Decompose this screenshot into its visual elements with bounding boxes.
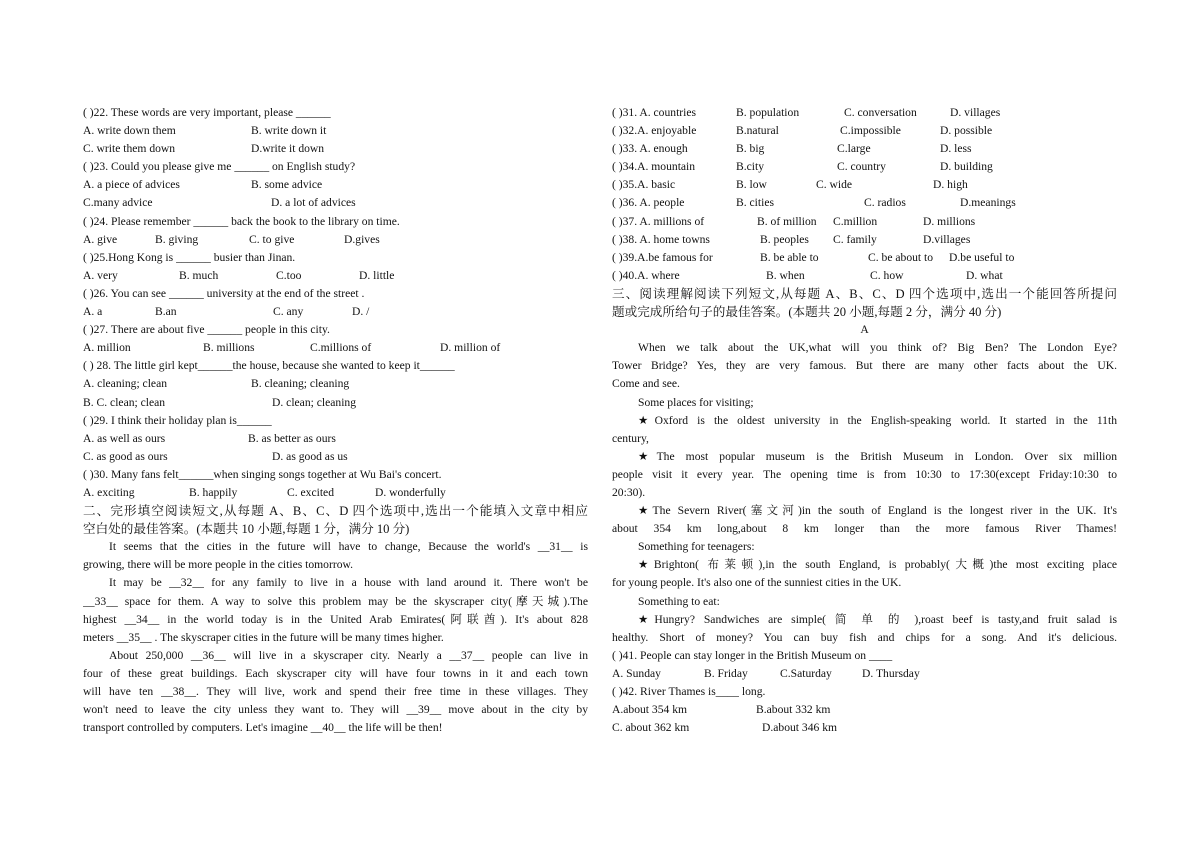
option-text: ( )37. A. millions of bbox=[612, 214, 705, 228]
option-text: B. when bbox=[766, 268, 805, 282]
option-row bbox=[83, 122, 588, 140]
option-text: ( )39.A.be famous for bbox=[612, 250, 713, 264]
option-text: B. be able to bbox=[760, 250, 819, 264]
option-row bbox=[612, 176, 1117, 194]
option-text: B. low bbox=[736, 178, 767, 192]
text-line: ( )23. Could you please give me ______ on English study? bbox=[83, 160, 356, 174]
option-text: D. millions bbox=[923, 214, 976, 228]
option-row bbox=[612, 122, 1117, 140]
text-line: It may be __32__ for any family to live in a house with land around it. There won't be bbox=[109, 576, 588, 590]
text-line: Something for teenagers: bbox=[638, 540, 755, 554]
text-line: ( )42. River Thames is____ long. bbox=[612, 685, 766, 698]
option-text: C.many advice bbox=[83, 196, 153, 210]
text-line: ★Oxford is the oldest university in the English-speaking world. It started in the 11th bbox=[638, 413, 1117, 427]
option-row bbox=[612, 140, 1117, 158]
option-text: D. a lot of advices bbox=[271, 196, 356, 210]
text-line: for young people. It's also one of the sunniest cities in the UK. bbox=[612, 576, 902, 590]
option-text: C. write them down bbox=[83, 142, 176, 156]
option-text: A. exciting bbox=[83, 485, 135, 499]
option-text: B. giving bbox=[155, 232, 199, 246]
option-text: B. cleaning; cleaning bbox=[251, 377, 350, 391]
text-line: A bbox=[860, 323, 869, 337]
option-text: ( )35.A. basic bbox=[612, 178, 676, 192]
text-line: ( ) 28. The little girl kept______the house, because she wanted to keep it______ bbox=[83, 359, 455, 373]
text-line: won't need to leave the city unless they want to. They will __39__ move about in the city by bbox=[83, 703, 588, 717]
option-row bbox=[612, 104, 1117, 122]
text-line: __33__ space for them. A way to solve this problem may be the skyscraper city(摩天城).The bbox=[83, 594, 588, 608]
option-row bbox=[612, 213, 1117, 231]
option-text: C. country bbox=[837, 160, 886, 174]
text-line: ( )26. You can see ______ university at the end of the street . bbox=[83, 286, 365, 300]
text-line: 空白处的最佳答案。(本题共 10 小题,每题 1 分，满分 10 分) bbox=[83, 522, 410, 537]
text-line: people visit it every year. The opening time is from 10:30 to 17:30(except Friday:10:30 to bbox=[612, 467, 1117, 481]
option-text: A. million bbox=[83, 341, 131, 355]
option-text: ( )36. A. people bbox=[612, 196, 685, 210]
text-line: 20:30). bbox=[612, 485, 646, 499]
option-text: D. little bbox=[359, 268, 395, 282]
text-line: Something to eat: bbox=[638, 594, 720, 608]
option-text: D.about 346 km bbox=[762, 721, 838, 735]
option-row bbox=[612, 267, 1117, 285]
option-row bbox=[83, 430, 588, 448]
text-line: 二、完形填空阅读短文,从每题 A、B、C、D 四个选项中,选出一个能填入文章中相应 bbox=[83, 504, 588, 519]
text-line: century, bbox=[612, 431, 649, 445]
option-text: A. write down them bbox=[83, 124, 176, 138]
text-line: Some places for visiting; bbox=[638, 395, 754, 409]
text-line: ★The Severn River(塞文河)in the south of England is the longest river in the UK. It's bbox=[638, 504, 1117, 518]
option-text: B. population bbox=[736, 106, 800, 119]
option-text: C. excited bbox=[287, 485, 335, 499]
option-row bbox=[83, 375, 588, 393]
option-text: D. less bbox=[940, 142, 972, 156]
text-line: ( )30. Many fans felt______when singing songs together at Wu Bai's concert. bbox=[83, 467, 442, 481]
option-text: D. possible bbox=[940, 124, 993, 138]
text-line: meters __35__ . The skyscraper cities in the future will be many times higher. bbox=[83, 630, 444, 644]
option-text: D. villages bbox=[950, 106, 1001, 119]
option-text: C. about 362 km bbox=[612, 721, 690, 735]
text-line: growing, there will be more people in the cities tomorrow. bbox=[83, 558, 354, 572]
option-text: B. millions bbox=[203, 341, 255, 355]
option-row bbox=[83, 394, 588, 412]
option-row bbox=[612, 665, 1117, 683]
text-line: 题或完成所给句子的最佳答案。(本题共 20 小题,每题 2 分，满分 40 分) bbox=[612, 305, 1002, 320]
option-row bbox=[612, 231, 1117, 249]
option-text: D.meanings bbox=[960, 196, 1016, 210]
text-line: ( )41. People can stay longer in the British Museum on ____ bbox=[612, 648, 893, 662]
text-line: ★Hungry? Sandwiches are simple( 简 单 的 ),roast beef is tasty,and fruit salad is bbox=[638, 612, 1117, 626]
option-text: C. radios bbox=[864, 196, 906, 210]
option-text: ( )32.A. enjoyable bbox=[612, 124, 697, 138]
option-text: C. as good as ours bbox=[83, 449, 168, 463]
option-row bbox=[83, 303, 588, 321]
option-text: D.write it down bbox=[251, 142, 325, 156]
option-text: D. million of bbox=[440, 341, 501, 355]
option-text: D. building bbox=[940, 160, 993, 174]
text-line: ( )29. I think their holiday plan is______ bbox=[83, 413, 272, 427]
option-text: B. of million bbox=[757, 214, 817, 228]
option-text: C. wide bbox=[816, 178, 853, 192]
right-column bbox=[612, 104, 1117, 737]
text-line: ★Brighton( 布莱顿),in the south England, is probably(大概)the most exciting place bbox=[638, 558, 1117, 572]
option-row bbox=[83, 231, 588, 249]
text-line: ( )27. There are about five ______ people in this city. bbox=[83, 323, 330, 337]
option-text: D.villages bbox=[923, 232, 971, 246]
option-text: ( )31. A. countries bbox=[612, 106, 697, 119]
option-text: A.about 354 km bbox=[612, 703, 688, 717]
option-row bbox=[612, 719, 1117, 737]
option-text: B.an bbox=[155, 305, 177, 319]
option-text: C. any bbox=[273, 305, 304, 319]
option-text: C. to give bbox=[249, 232, 295, 246]
option-text: B.city bbox=[736, 160, 765, 174]
text-line: about 354 km long,about 8 km longer than the more famous River Thames! bbox=[612, 522, 1117, 536]
text-line: ( )25.Hong Kong is ______ busier than Jinan. bbox=[83, 250, 296, 264]
text-line: transport controlled by computers. Let's imagine __40__ the life will be then! bbox=[83, 721, 443, 735]
option-text: B. some advice bbox=[251, 178, 323, 192]
option-text: C.million bbox=[833, 214, 878, 228]
option-row bbox=[83, 267, 588, 285]
option-row bbox=[83, 176, 588, 194]
option-text: D. as good as us bbox=[272, 449, 348, 463]
text-line: Come and see. bbox=[612, 377, 680, 391]
option-text: D. clean; cleaning bbox=[272, 395, 357, 409]
option-row bbox=[612, 158, 1117, 176]
option-text: A. give bbox=[83, 232, 118, 246]
option-text: B.about 332 km bbox=[756, 703, 831, 717]
option-text: C. family bbox=[833, 232, 877, 246]
text-line: ( )24. Please remember ______ back the book to the library on time. bbox=[83, 214, 400, 228]
text-line: four of these great buildings. Each skyscraper city will have four towns in it and each town bbox=[83, 666, 588, 680]
option-text: B. write down it bbox=[251, 124, 327, 138]
option-text: A. cleaning; clean bbox=[83, 377, 168, 391]
left-column bbox=[83, 104, 588, 737]
option-text: C.large bbox=[837, 142, 871, 156]
option-text: C.Saturday bbox=[780, 666, 832, 680]
text-line: About 250,000 __36__ will live in a skyscraper city. Nearly a __37__ people can live in bbox=[109, 648, 588, 662]
option-text: C.too bbox=[276, 268, 302, 282]
option-text: A. a piece of advices bbox=[83, 178, 180, 192]
option-text: B. Friday bbox=[704, 666, 748, 680]
option-row bbox=[612, 249, 1117, 267]
text-line: When we talk about the UK,what will you think of? Big Ben? The London Eye? bbox=[638, 341, 1117, 355]
option-text: ( )40.A. where bbox=[612, 268, 680, 282]
option-text: D. what bbox=[966, 268, 1003, 282]
option-row bbox=[83, 140, 588, 158]
option-row bbox=[612, 194, 1117, 212]
option-text: C. how bbox=[870, 268, 904, 282]
option-text: B. big bbox=[736, 142, 765, 156]
option-text: ( )38. A. home towns bbox=[612, 232, 710, 246]
option-text: A. Sunday bbox=[612, 666, 661, 680]
option-row bbox=[612, 701, 1117, 719]
option-text: B. happily bbox=[189, 485, 238, 499]
option-text: C. conversation bbox=[844, 106, 917, 119]
option-row bbox=[83, 448, 588, 466]
option-text: B. cities bbox=[736, 196, 774, 210]
option-row bbox=[83, 484, 588, 502]
option-row bbox=[83, 194, 588, 212]
option-text: B. peoples bbox=[760, 232, 809, 246]
option-text: B.natural bbox=[736, 124, 779, 138]
option-text: D.gives bbox=[344, 232, 380, 246]
option-text: A. a bbox=[83, 305, 103, 319]
text-line: It seems that the cities in the future will have to change, Because the world's __31__ is bbox=[109, 540, 588, 554]
option-text: ( )34.A. mountain bbox=[612, 160, 696, 174]
text-line: healthy. Short of money? You can buy fish and chips for a song. And it's delicious. bbox=[612, 630, 1117, 644]
option-row bbox=[83, 339, 588, 357]
text-line: ( )22. These words are very important, please ______ bbox=[83, 106, 331, 119]
option-text: A. as well as ours bbox=[83, 431, 166, 445]
option-text: B. C. clean; clean bbox=[83, 395, 166, 409]
option-text: C.impossible bbox=[840, 124, 901, 138]
option-text: D.be useful to bbox=[949, 250, 1015, 264]
option-text: D. / bbox=[352, 305, 370, 319]
option-text: C.millions of bbox=[310, 341, 372, 355]
text-line: ★The most popular museum is the British Museum in London. Over six million bbox=[638, 449, 1117, 463]
text-line: 三、阅读理解阅读下列短文,从每题 A、B、C、D 四个选项中,选出一个能回答所提问 bbox=[612, 286, 1117, 301]
option-text: B. much bbox=[179, 268, 219, 282]
option-text: B. as better as ours bbox=[248, 431, 336, 445]
option-text: D. high bbox=[933, 178, 968, 192]
text-line: Tower Bridge? Yes, they are very famous. But there are many other facts about the UK. bbox=[612, 359, 1117, 373]
option-text: D. Thursday bbox=[862, 666, 920, 680]
text-line: will have ten __38__. They will live, work and spend their free time in these villages. They bbox=[83, 685, 588, 698]
option-text: C. be about to bbox=[868, 250, 934, 264]
text-line: highest __34__ in the world today is in the United Arab Emirates(阿联酋). It's about 828 bbox=[83, 612, 588, 626]
option-text: D. wonderfully bbox=[375, 485, 446, 499]
option-text: A. very bbox=[83, 268, 118, 282]
option-text: ( )33. A. enough bbox=[612, 142, 688, 156]
